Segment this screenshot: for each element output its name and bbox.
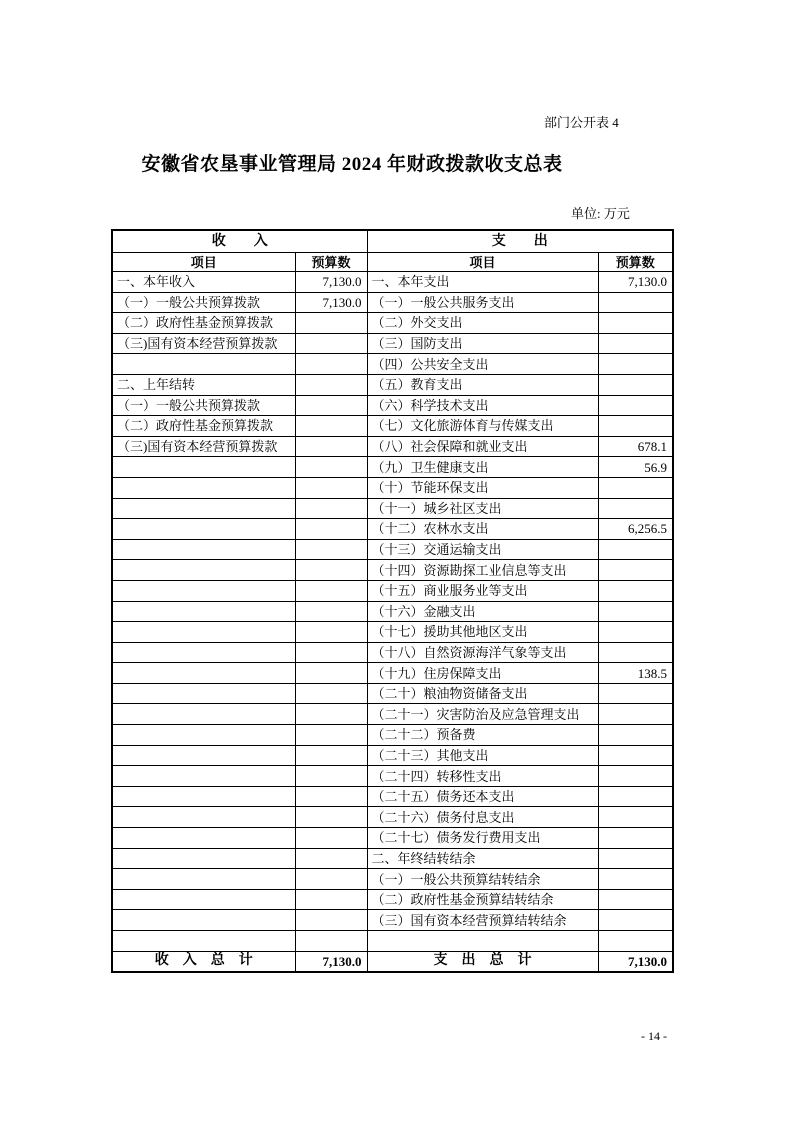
expenditure-budget-cell: 678.1	[598, 436, 673, 457]
revenue-item-cell	[112, 498, 295, 519]
expenditure-budget-cell	[598, 622, 673, 643]
table-row	[112, 766, 673, 787]
table-row	[112, 539, 673, 560]
table-row	[112, 931, 673, 952]
expenditure-budget-cell	[598, 580, 673, 601]
revenue-item-cell	[112, 477, 295, 498]
table-row	[112, 416, 673, 437]
table-row	[112, 704, 673, 725]
table-row	[112, 333, 673, 354]
revenue-budget-cell	[295, 395, 367, 416]
revenue-item-cell	[112, 539, 295, 560]
revenue-budget-cell	[295, 642, 367, 663]
table-row	[112, 848, 673, 869]
table-row	[112, 374, 673, 395]
expenditure-item-cell: （二十一）灾害防治及应急管理支出	[367, 704, 598, 725]
expenditure-item-cell: （十九）住房保障支出	[367, 663, 598, 684]
revenue-item-cell: （一）一般公共预算拨款	[112, 292, 295, 313]
revenue-item-cell: （三)国有资本经营预算拨款	[112, 436, 295, 457]
expenditure-item-cell: （三）国防支出	[367, 333, 598, 354]
revenue-item-cell	[112, 766, 295, 787]
expenditure-budget-cell	[598, 766, 673, 787]
expenditure-item-cell: （二十三）其他支出	[367, 745, 598, 766]
revenue-budget-cell: 7,130.0	[295, 272, 367, 293]
expenditure-budget-cell: 138.5	[598, 663, 673, 684]
table-row	[112, 725, 673, 746]
expenditure-item-cell: （二）外交支出	[367, 313, 598, 334]
expenditure-item-cell: （六）科学技术支出	[367, 395, 598, 416]
revenue-budget-column-header: 预算数	[295, 253, 367, 272]
revenue-budget-cell	[295, 683, 367, 704]
expenditure-item-cell: （二十六）债务付息支出	[367, 807, 598, 828]
expenditure-budget-cell	[598, 869, 673, 890]
revenue-item-cell	[112, 683, 295, 704]
revenue-budget-cell	[295, 436, 367, 457]
expenditure-budget-cell	[598, 848, 673, 869]
expenditure-item-cell: 二、年终结转结余	[367, 848, 598, 869]
revenue-item-cell	[112, 848, 295, 869]
expenditure-item-cell: （一）一般公共服务支出	[367, 292, 598, 313]
table-row	[112, 292, 673, 313]
table-row	[112, 395, 673, 416]
expenditure-section-header: 支 出	[367, 230, 673, 253]
revenue-budget-cell	[295, 910, 367, 931]
table-row	[112, 683, 673, 704]
expenditure-item-cell	[367, 931, 598, 952]
revenue-budget-cell	[295, 622, 367, 643]
expenditure-budget-cell	[598, 725, 673, 746]
revenue-item-cell	[112, 910, 295, 931]
expenditure-item-cell: （二十四）转移性支出	[367, 766, 598, 787]
revenue-item-cell	[112, 745, 295, 766]
revenue-budget-cell: 7,130.0	[295, 292, 367, 313]
revenue-item-cell	[112, 931, 295, 952]
revenue-item-cell: 一、本年收入	[112, 272, 295, 293]
revenue-item-cell	[112, 354, 295, 375]
revenue-budget-cell	[295, 498, 367, 519]
expenditure-budget-cell	[598, 807, 673, 828]
expenditure-item-cell: （十二）农林水支出	[367, 519, 598, 540]
revenue-budget-cell	[295, 704, 367, 725]
table-row	[112, 272, 673, 293]
expenditure-budget-cell	[598, 313, 673, 334]
expenditure-budget-cell	[598, 477, 673, 498]
table-row	[112, 498, 673, 519]
expenditure-item-cell: （十五）商业服务业等支出	[367, 580, 598, 601]
revenue-budget-cell	[295, 766, 367, 787]
revenue-item-cell	[112, 704, 295, 725]
revenue-item-cell: （二）政府性基金预算拨款	[112, 416, 295, 437]
table-row	[112, 745, 673, 766]
revenue-budget-cell	[295, 786, 367, 807]
expenditure-item-cell: （二）政府性基金预算结转结余	[367, 889, 598, 910]
revenue-budget-cell	[295, 477, 367, 498]
revenue-budget-cell	[295, 457, 367, 478]
table-row	[112, 889, 673, 910]
expenditure-budget-cell	[598, 354, 673, 375]
revenue-budget-cell	[295, 828, 367, 849]
revenue-item-cell	[112, 457, 295, 478]
expenditure-item-cell: （十四）资源勘探工业信息等支出	[367, 560, 598, 581]
expenditure-budget-cell	[598, 601, 673, 622]
expenditure-budget-cell	[598, 828, 673, 849]
expenditure-budget-cell	[598, 745, 673, 766]
table-row	[112, 601, 673, 622]
expenditure-item-cell: （五）教育支出	[367, 374, 598, 395]
expenditure-item-cell: （九）卫生健康支出	[367, 457, 598, 478]
expenditure-budget-cell	[598, 889, 673, 910]
table-row	[112, 828, 673, 849]
expenditure-budget-cell	[598, 333, 673, 354]
revenue-budget-cell	[295, 580, 367, 601]
section-header-row	[112, 230, 673, 253]
page-number: - 14 -	[641, 1029, 667, 1043]
expenditure-item-cell: 一、本年支出	[367, 272, 598, 293]
expenditure-budget-cell	[598, 560, 673, 581]
table-row	[112, 622, 673, 643]
expenditure-budget-cell	[598, 292, 673, 313]
table-row	[112, 354, 673, 375]
revenue-budget-cell	[295, 560, 367, 581]
revenue-item-cell: （三)国有资本经营预算拨款	[112, 333, 295, 354]
revenue-budget-cell	[295, 663, 367, 684]
revenue-budget-cell	[295, 725, 367, 746]
revenue-budget-cell	[295, 374, 367, 395]
expenditure-item-cell: （二十五）债务还本支出	[367, 786, 598, 807]
table-row	[112, 477, 673, 498]
revenue-budget-cell	[295, 354, 367, 375]
expenditure-item-cell: （八）社会保障和就业支出	[367, 436, 598, 457]
revenue-item-cell	[112, 622, 295, 643]
revenue-budget-cell	[295, 601, 367, 622]
table-row	[112, 663, 673, 684]
expenditure-item-cell: （十三）交通运输支出	[367, 539, 598, 560]
revenue-budget-cell	[295, 539, 367, 560]
revenue-item-cell	[112, 889, 295, 910]
expenditure-budget-cell	[598, 704, 673, 725]
revenue-budget-cell	[295, 333, 367, 354]
revenue-item-cell	[112, 642, 295, 663]
revenue-item-cell	[112, 786, 295, 807]
revenue-budget-cell	[295, 848, 367, 869]
expenditure-budget-cell	[598, 931, 673, 952]
table-row	[112, 910, 673, 931]
table-row	[112, 436, 673, 457]
table-row	[112, 519, 673, 540]
expenditure-item-cell: （二十七）债务发行费用支出	[367, 828, 598, 849]
revenue-item-cell	[112, 560, 295, 581]
expenditure-budget-column-header: 预算数	[598, 253, 673, 272]
revenue-budget-cell	[295, 931, 367, 952]
corner-note: 部门公开表 4	[544, 115, 619, 130]
revenue-item-column-header: 项目	[112, 253, 295, 272]
expenditure-budget-cell	[598, 642, 673, 663]
revenue-item-cell	[112, 828, 295, 849]
revenue-item-cell: （一）一般公共预算拨款	[112, 395, 295, 416]
revenue-budget-cell	[295, 869, 367, 890]
revenue-item-cell: （二）政府性基金预算拨款	[112, 313, 295, 334]
expenditure-budget-cell: 6,256.5	[598, 519, 673, 540]
expenditure-item-cell: （一）一般公共预算结转结余	[367, 869, 598, 890]
expenditure-item-cell: （二十）粮油物资储备支出	[367, 683, 598, 704]
column-header-row	[112, 253, 673, 272]
revenue-budget-cell	[295, 889, 367, 910]
page-title: 安徽省农垦事业管理局 2024 年财政拨款收支总表	[141, 154, 563, 175]
expenditure-budget-cell	[598, 910, 673, 931]
expenditure-item-cell: （四）公共安全支出	[367, 354, 598, 375]
expenditure-item-cell: （十）节能环保支出	[367, 477, 598, 498]
expenditure-budget-cell	[598, 498, 673, 519]
expenditure-total-label: 支 出 总 计	[367, 951, 598, 972]
expenditure-budget-cell: 7,130.0	[598, 272, 673, 293]
expenditure-item-cell: （十七）援助其他地区支出	[367, 622, 598, 643]
expenditure-item-cell: （七）文化旅游体育与传媒支出	[367, 416, 598, 437]
expenditure-budget-cell	[598, 786, 673, 807]
revenue-item-cell	[112, 725, 295, 746]
revenue-item-cell	[112, 869, 295, 890]
table-row	[112, 642, 673, 663]
table-row	[112, 807, 673, 828]
expenditure-item-cell: （十六）金融支出	[367, 601, 598, 622]
revenue-budget-cell	[295, 807, 367, 828]
budget-table	[111, 229, 674, 973]
table-row	[112, 786, 673, 807]
revenue-item-cell	[112, 663, 295, 684]
expenditure-budget-cell	[598, 374, 673, 395]
revenue-item-cell: 二、上年结转	[112, 374, 295, 395]
revenue-budget-cell	[295, 313, 367, 334]
expenditure-item-cell: （三）国有资本经营预算结转结余	[367, 910, 598, 931]
expenditure-item-column-header: 项目	[367, 253, 598, 272]
total-row	[112, 951, 673, 972]
table-row	[112, 560, 673, 581]
expenditure-total-value: 7,130.0	[598, 951, 673, 972]
expenditure-budget-cell	[598, 539, 673, 560]
revenue-budget-cell	[295, 519, 367, 540]
revenue-total-label: 收 入 总 计	[112, 951, 295, 972]
revenue-item-cell	[112, 807, 295, 828]
expenditure-budget-cell	[598, 416, 673, 437]
expenditure-budget-cell	[598, 683, 673, 704]
revenue-item-cell	[112, 519, 295, 540]
table-row	[112, 457, 673, 478]
revenue-budget-cell	[295, 745, 367, 766]
unit-note: 单位: 万元	[571, 206, 630, 221]
revenue-section-header: 收 入	[112, 230, 367, 253]
table-row	[112, 869, 673, 890]
revenue-item-cell	[112, 601, 295, 622]
table-row	[112, 313, 673, 334]
expenditure-budget-cell: 56.9	[598, 457, 673, 478]
revenue-budget-cell	[295, 416, 367, 437]
revenue-total-value: 7,130.0	[295, 951, 367, 972]
expenditure-item-cell: （十八）自然资源海洋气象等支出	[367, 642, 598, 663]
expenditure-item-cell: （二十二）预备费	[367, 725, 598, 746]
expenditure-budget-cell	[598, 395, 673, 416]
table-row	[112, 580, 673, 601]
expenditure-item-cell: （十一）城乡社区支出	[367, 498, 598, 519]
revenue-item-cell	[112, 580, 295, 601]
